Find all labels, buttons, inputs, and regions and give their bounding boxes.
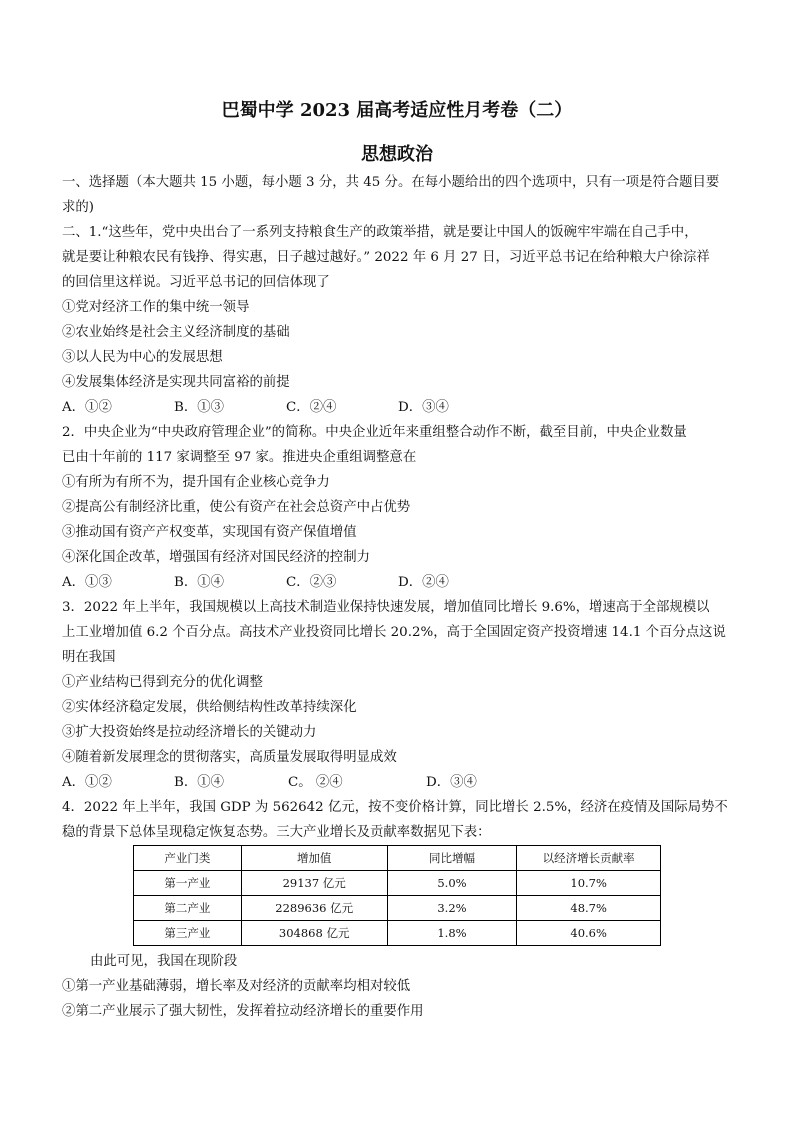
q1-stem-line: 的回信里这样说。习近平总书记的回信体现了	[62, 275, 330, 290]
q4-conclusion: 由此可见，我国在现阶段	[90, 954, 238, 969]
table-cell: 第二产业	[134, 896, 242, 921]
q1-item: ④发展集体经济是实现共同富裕的前提	[62, 375, 290, 390]
q2-item: ③推动国有资产产权变革，实现国有资产保值增值	[62, 525, 357, 540]
q4-item: ①第一产业基础薄弱，增长率及对经济的贡献率均相对较低	[62, 979, 411, 994]
q1-item: ③以人民为中心的发展思想	[62, 350, 223, 365]
q4-item: ②第二产业展示了强大韧性，发挥着拉动经济增长的重要作用	[62, 1004, 424, 1019]
q2-stem-line: 已由十年前的 117 家调整至 97 家。推进央企重组调整意在	[62, 450, 417, 465]
q1-option-c: C．②④	[286, 400, 337, 415]
industry-data-table	[133, 845, 661, 946]
q2-option-a: A．①③	[62, 575, 112, 590]
q2-item: ④深化国企改革，增强国有经济对国民经济的控制力	[62, 550, 370, 565]
table-cell: 5.0%	[387, 871, 517, 896]
q3-option-d: D．③④	[426, 775, 477, 790]
table-header-cell: 以经济增长贡献率	[517, 846, 661, 871]
exam-title: 巴蜀中学 2023 届高考适应性月考卷（二）	[221, 100, 573, 121]
q2-item: ②提高公有制经济比重，使公有资产在社会总资产中占优势	[62, 500, 411, 515]
table-header-row	[134, 846, 661, 871]
table-cell: 第三产业	[134, 921, 242, 946]
table-cell: 48.7%	[517, 896, 661, 921]
q3-option-a: A．①②	[62, 775, 112, 790]
subject-title: 思想政治	[361, 144, 433, 165]
q3-item: ①产业结构已得到充分的优化调整	[62, 675, 263, 690]
q1-stem-line: 二、1.“这些年，党中央出台了一系列支持粮食生产的政策举措，就是要让中国人的饭碗牢牢端在自己手中，	[62, 225, 698, 240]
q2-stem-line: 2．中央企业为“中央政府管理企业”的简称。中央企业近年来重组整合动作不断，截至目前，中央企业数量	[62, 425, 687, 440]
q3-stem-line: 明在我国	[62, 650, 116, 665]
q3-option-b: B．①④	[174, 775, 225, 790]
q3-item: ③扩大投资始终是拉动经济增长的关键动力	[62, 725, 317, 740]
table-cell: 10.7%	[517, 871, 661, 896]
table-cell: 3.2%	[387, 896, 517, 921]
q2-option-d: D．②④	[398, 575, 449, 590]
q1-option-b: B．①③	[174, 400, 225, 415]
table-cell: 第一产业	[134, 871, 242, 896]
table-row	[134, 871, 661, 896]
q1-option-a: A．①②	[62, 400, 112, 415]
q2-option-c: C．②③	[286, 575, 337, 590]
table-header-cell: 同比增幅	[387, 846, 517, 871]
table-cell: 304868 亿元	[241, 921, 387, 946]
table-cell: 29137 亿元	[241, 871, 387, 896]
table-row	[134, 896, 661, 921]
q4-stem-line: 稳的背景下总体呈现稳定恢复态势。三大产业增长及贡献率数据见下表：	[62, 825, 491, 840]
q3-item: ④随着新发展理念的贯彻落实，高质量发展取得明显成效	[62, 750, 397, 765]
q3-item: ②实体经济稳定发展，供给侧结构性改革持续深化	[62, 700, 357, 715]
q4-stem-line: 4．2022 年上半年，我国 GDP 为 562642 亿元，按不变价格计算，同比增长 2.5%，经济在疫情及国际局势不	[62, 800, 728, 815]
q2-item: ①有所为有所不为，提升国有企业核心竞争力	[62, 475, 330, 490]
table-header-cell: 增加值	[241, 846, 387, 871]
table-cell: 1.8%	[387, 921, 517, 946]
q3-stem-line: 上工业增加值 6.2 个百分点。高技术产业投资同比增长 20.2%，高于全国固定资产投资增速 14.1 个百分点这说	[62, 625, 726, 640]
q1-item: ①党对经济工作的集中统一领导	[62, 300, 250, 315]
q1-stem-line: 就是要让种粮农民有钱挣、得实惠，日子越过越好。” 2022 年 6 月 27 日，习近平总书记在给种粮大户徐淙祥	[62, 250, 710, 265]
table-header-cell: 产业门类	[134, 846, 242, 871]
q1-item: ②农业始终是社会主义经济制度的基础	[62, 325, 290, 340]
q2-option-b: B．①④	[174, 575, 225, 590]
q3-option-c: C。 ②④	[288, 775, 343, 790]
table-cell: 2289636 亿元	[241, 896, 387, 921]
table-row	[134, 921, 661, 946]
section-instruction: 一、选择题（本大题共 15 小题，每小题 3 分，共 45 分。在每小题给出的四个选项中，只有一项是符合题目要	[62, 175, 720, 190]
section-instruction-cont: 求的)	[62, 200, 95, 215]
table-cell: 40.6%	[517, 921, 661, 946]
q1-option-d: D．③④	[398, 400, 449, 415]
q3-stem-line: 3．2022 年上半年，我国规模以上高技术制造业保持快速发展，增加值同比增长 9.6%，增速高于全部规模以	[62, 600, 710, 615]
